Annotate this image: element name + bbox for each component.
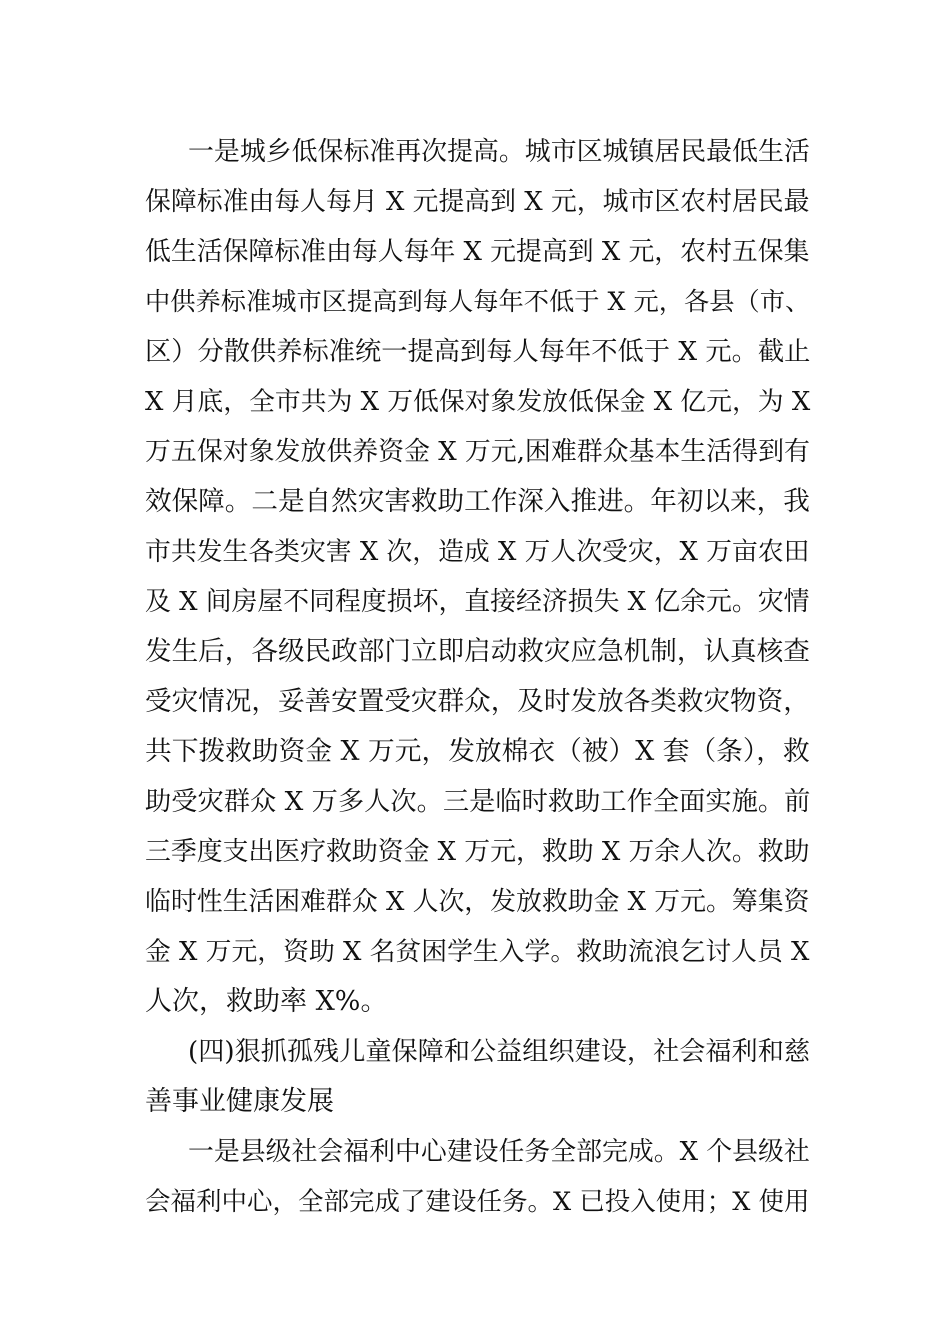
section-heading-line: (四)狠抓孤残儿童保障和公益组织建设，社会福利和慈 — [188, 1037, 811, 1067]
section-heading-line: 善事业健康发展 — [145, 1086, 334, 1117]
body-text-line: 受灾情况，妥善安置受灾群众，及时发放各类救灾物资， — [145, 686, 810, 717]
body-text-line: 一是城乡低保标准再次提高。城市区城镇居民最低生活 — [188, 137, 810, 167]
body-text-line: 共下拨救助资金 X 万元，发放棉衣（被）X 套（条），救 — [145, 736, 810, 767]
body-text-line: 会福利中心，全部完成了建设任务。X 已投入使用；X 使用 — [145, 1187, 810, 1217]
body-text-line: 助受灾群众 X 万多人次。三是临时救助工作全面实施。前 — [145, 787, 811, 817]
body-text-line: X 月底，全市共为 X 万低保对象发放低保金 X 亿元，为 X — [145, 387, 811, 417]
body-text-line: 临时性生活困难群众 X 人次，发放救助金 X 万元。筹集资 — [145, 887, 810, 917]
body-text-line: 区）分散供养标准统一提高到每人每年不低于 X 元。截止 — [145, 337, 811, 367]
body-text-line: 保障标准由每人每月 X 元提高到 X 元，城市区农村居民最 — [145, 187, 810, 217]
body-text-line: 万五保对象发放供养资金 X 万元,困难群众基本生活得到有 — [145, 437, 810, 467]
body-text-line: 一是县级社会福利中心建设任务全部完成。X 个县级社 — [188, 1137, 810, 1167]
body-text-line: 市共发生各类灾害 X 次，造成 X 万人次受灾，X 万亩农田 — [145, 537, 810, 567]
body-text-line: 金 X 万元，资助 X 名贫困学生入学。救助流浪乞讨人员 X — [145, 937, 810, 967]
body-text-line: 发生后，各级民政部门立即启动救灾应急机制，认真核查 — [145, 636, 810, 667]
body-text-line: 效保障。二是自然灾害救助工作深入推进。年初以来，我 — [145, 486, 810, 517]
body-text-line: 中供养标准城市区提高到每人每年不低于 X 元，各县（市、 — [145, 287, 811, 316]
body-text-line: 低生活保障标准由每人每年 X 元提高到 X 元，农村五保集 — [145, 237, 810, 267]
body-text-line: 三季度支出医疗救助资金 X 万元，救助 X 万余人次。救助 — [145, 837, 810, 867]
body-text-line: 人次，救助率 X%。 — [145, 986, 388, 1017]
body-text-line: 及 X 间房屋不同程度损坏，直接经济损失 X 亿余元。灾情 — [145, 587, 810, 617]
